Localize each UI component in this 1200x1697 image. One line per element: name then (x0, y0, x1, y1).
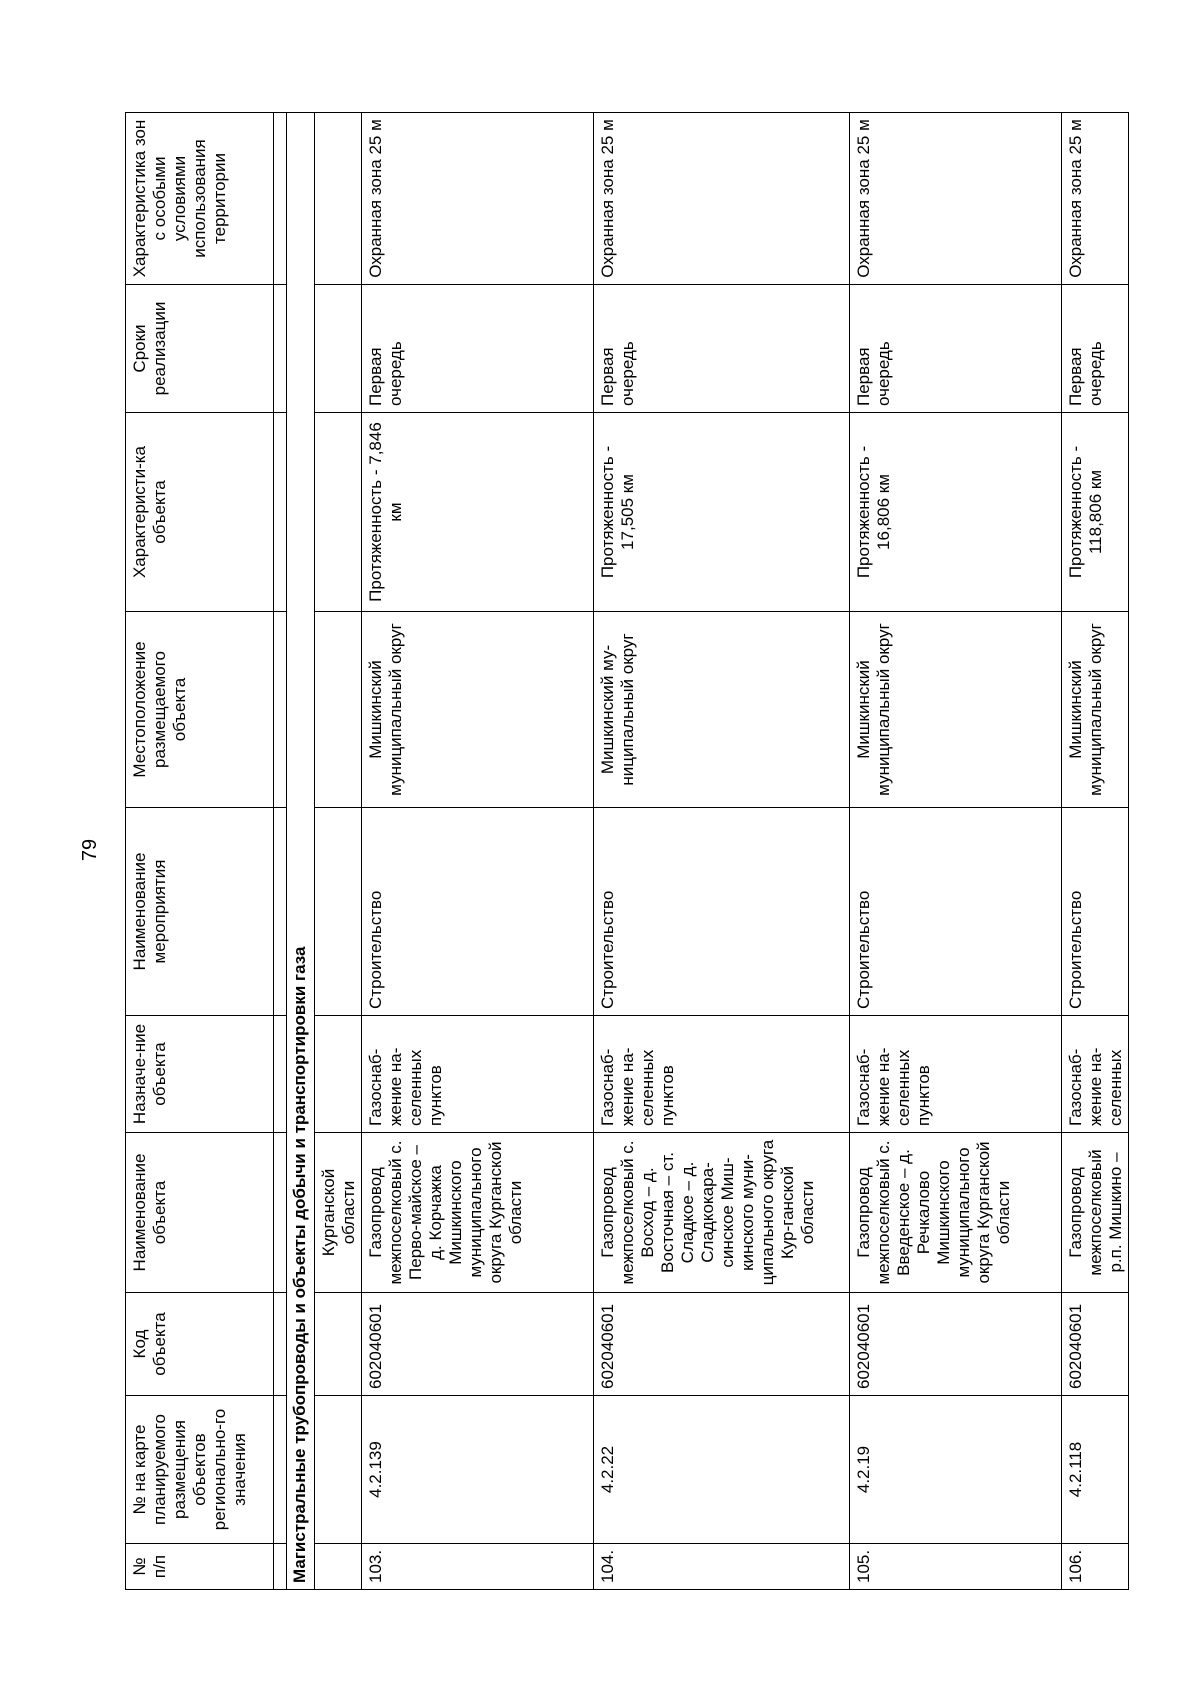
row-location: Мишкинский муниципальный округ (850, 612, 1062, 808)
objects-table (125, 112, 1129, 1590)
table-row (1062, 113, 1129, 1590)
row-term: Первая очередь (362, 285, 594, 413)
row-term: Первая очередь (594, 285, 850, 413)
header-cell-num: № п/п (126, 1544, 274, 1590)
section-title: Магистральные трубопроводы и объекты добычи и транспортировки газа (287, 113, 315, 1590)
header-row (126, 113, 274, 1590)
row-location: Мишкинский му-ниципальный округ (594, 612, 850, 808)
row-code: 602040601 (594, 1293, 850, 1396)
row-name: Газопровод межпоселковый с. Введенское – д. Речкалово Мишкинского муниципального округа Курганской области (850, 1133, 1062, 1293)
continuation-row (315, 113, 362, 1590)
row-location: Мишкинский муниципальный округ (362, 612, 594, 808)
header-cell-purpose: Назначе-ние объекта (126, 1016, 274, 1133)
continuation-name: Курганской области (315, 1133, 362, 1293)
row-characteristic: Протяженность - 17,505 км (594, 413, 850, 612)
header-cell-term: Сроки реализации (126, 285, 274, 413)
header-cell-activity: Наименование мероприятия (126, 808, 274, 1016)
row-zone: Охранная зона 25 м (594, 113, 850, 285)
header-cell-code: Код объекта (126, 1293, 274, 1396)
row-map-num: 4.2.139 (362, 1396, 594, 1544)
row-num: 103. (362, 1544, 594, 1590)
row-purpose: Газоснаб-жение на-селенных пунктов (594, 1016, 850, 1133)
row-characteristic: Протяженность - 16,806 км (850, 413, 1062, 612)
row-map-num: 4.2.22 (594, 1396, 850, 1544)
row-map-num: 4.2.118 (1062, 1396, 1129, 1544)
row-term: Первая очередь (850, 285, 1062, 413)
row-code: 602040601 (850, 1293, 1062, 1396)
row-code: 602040601 (362, 1293, 594, 1396)
row-zone: Охранная зона 25 м (362, 113, 594, 285)
row-map-num: 4.2.19 (850, 1396, 1062, 1544)
row-activity: Строительство (594, 808, 850, 1016)
row-num: 106. (1062, 1544, 1129, 1590)
table-row (362, 113, 594, 1590)
page-number: 79 (79, 838, 101, 862)
header-cell-name: Наименование объекта (126, 1133, 274, 1293)
row-purpose: Газоснаб-жение на-селенных (1062, 1016, 1129, 1133)
header-cell-zone: Характеристика зон с особыми условиями использования территории (126, 113, 274, 285)
row-activity: Строительство (850, 808, 1062, 1016)
section-row (287, 113, 315, 1590)
row-purpose: Газоснаб-жение на-селенных пунктов (362, 1016, 594, 1133)
row-zone: Охранная зона 25 м (850, 113, 1062, 285)
header-cell-map-num: № на карте планируемого размещения объектов регионально-го значения (126, 1396, 274, 1544)
row-name: Газопровод межпоселковый с. Перво-майское – д. Корчажка Мишкинского муниципального округа Курганской области (362, 1133, 594, 1293)
row-location: Мишкинский муниципальный округ (1062, 612, 1129, 808)
row-name: Газопровод межпоселковый р.п. Мишкино – (1062, 1133, 1129, 1293)
row-zone: Охранная зона 25 м (1062, 113, 1129, 285)
row-activity: Строительство (1062, 808, 1129, 1016)
header-cell-characteristic: Характеристи-ка объекта (126, 413, 274, 612)
spacer-row (274, 113, 287, 1590)
row-activity: Строительство (362, 808, 594, 1016)
table-row (850, 113, 1062, 1590)
row-name: Газопровод межпоселковый с. Восход – д. Восточная – ст. Сладкое – д. Сладкокара-синское Миш-кинского муни-ципального округа Кур-ганской области (594, 1133, 850, 1293)
header-cell-location: Местоположение размещаемого объекта (126, 612, 274, 808)
row-characteristic: Протяженность - 7,846 км (362, 413, 594, 612)
row-num: 105. (850, 1544, 1062, 1590)
row-term: Первая очередь (1062, 285, 1129, 413)
row-code: 602040601 (1062, 1293, 1129, 1396)
row-characteristic: Протяженность - 118,806 км (1062, 413, 1129, 612)
table-row (594, 113, 850, 1590)
row-purpose: Газоснаб-жение на-селенных пунктов (850, 1016, 1062, 1133)
row-num: 104. (594, 1544, 850, 1590)
rotated-table-wrapper (125, 113, 1125, 1590)
